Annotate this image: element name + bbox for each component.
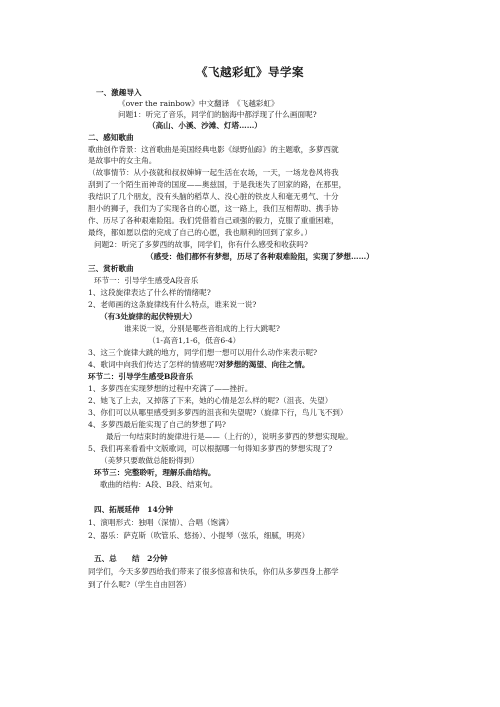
story-line-1: （故事情节：从小孩就和叔叔婶婶一起生活在农场，一天，一场龙卷风将我: [88, 168, 339, 177]
link-1-answer-2: （1-高音1,1-6，低音6-4）: [148, 336, 241, 345]
section-2-heading: 二、感知歌曲: [88, 133, 134, 142]
link-2-item-5: 5、我们再来看看中文版歌词，可以根据哪一句得知多萝西的梦想实现了?: [88, 444, 333, 453]
question-2: 问题2：听完了多萝西的故事，同学们，你有什么感受和收获吗?: [94, 240, 308, 249]
link-1-item-4-question: 4、歌词中向我们传达了怎样的情感呢?: [88, 360, 219, 369]
section-5-heading: 五、总 结 2分钟: [94, 554, 168, 563]
link-1-item-4: [88, 360, 310, 370]
link-2-item-1: 1、多萝西在实现梦想的过程中充满了——挫折。: [88, 384, 253, 393]
background-line-1: 歌曲创作背景：这首歌曲是美国经典电影《绿野仙踪》的主题歌，多萝西就: [88, 145, 339, 154]
question-2-answer: （感受：他们都怀有梦想，历尽了各种艰难险阻，实现了梦想……）: [146, 252, 374, 261]
story-line-4: 胆小的狮子，我们为了实现各自的心愿，这一路上，我们互相帮助、携手协: [88, 204, 339, 213]
link-2-heading: 环节二：引导学生感受B段音乐: [88, 372, 194, 381]
question-1: 问题1：听完了音乐，同学们的脑海中都浮现了什么画面呢?: [118, 110, 317, 119]
link-1-item-4-answer: 对梦想的渴望、向往之情。: [218, 360, 310, 369]
story-line-3: 我结识了几个朋友，没有头脑的稻草人、没心脏的铁皮人和毫无勇气、十分: [88, 192, 339, 201]
question-1-answer: （高山、小溪、沙滩、灯塔……）: [148, 121, 262, 130]
page-title: 《飞越彩虹》导学案: [196, 65, 304, 79]
link-1-item-2: 2、老师画的这条旋律线有什么特点，谁来说一说?: [88, 300, 257, 309]
section-4-heading: 四、拓展延伸 14分钟: [94, 505, 173, 514]
story-line-6: 最终，都如愿以偿的完成了自己的心愿，我也顺利的回到了家乡。）: [88, 228, 313, 237]
link-1-item-1: 1、这段旋律表达了什么样的情绪呢?: [88, 288, 211, 297]
link-3-heading: 环节三：完整聆听，理解乐曲结构。: [94, 468, 216, 477]
link-1-text: 环节一：引导学生感受A段音乐: [94, 276, 199, 285]
background-line-2: 是故事中的女主角。: [88, 156, 157, 165]
song-title-line: 《over the rainbow》中文翻译 《飞越彩虹》: [118, 99, 279, 108]
section-3-heading: 三、赏析歌曲: [88, 264, 134, 273]
link-2-item-4: 4、多萝西最后能实现了自己的梦想了吗?: [88, 420, 226, 429]
story-line-2: 刮到了一个陌生而神奇的国度——奥兹国，于是我迷失了回家的路，在那里，: [88, 180, 347, 189]
link-2-item-2: 2、她飞了上去，又掉落了下来，她的心情是怎么样的呢?（沮丧、失望）: [88, 396, 333, 405]
extension-item-2: 2、器乐：萨克斯（吹管乐、悠扬）、小提琴（弦乐，细腻，明亮）: [88, 531, 310, 540]
summary-line-1: 同学们，今天多萝西给我们带来了很多惊喜和快乐，你们从多萝西身上都学: [88, 567, 339, 576]
link-1-item-3: 3、这三个旋律大跳的地方，同学们想一想可以用什么动作来表示呢?: [88, 348, 318, 357]
story-line-5: 作、历尽了各种艰难险阻。我们凭借着自己顽强的毅力，克服了重重困难，: [88, 216, 339, 225]
link-2-item-4-explain: 最后一句结束时的旋律进行是——（上行的），说明多萝西的梦想实现啦。: [106, 432, 353, 441]
link-1-subquestion: 谁来说一说，分别是哪些音组成的上行大跳呢?: [124, 324, 280, 333]
link-1-answer-1: （有3处旋律的起伏特别大）: [100, 312, 197, 321]
section-1-heading: 一、激趣导入: [96, 88, 142, 97]
link-2-item-3: 3、你们可以从哪里感受到多萝西的沮丧和失望呢?（旋律下行，鸟儿飞不到）: [88, 408, 348, 417]
link-2-item-5-answer: （美梦只要敢做总能盼得到）: [100, 456, 199, 465]
song-structure: 歌曲的结构：A段、B段、结束句。: [100, 480, 218, 489]
extension-item-1: 1、演唱形式：独唱（深情）、合唱（饱满）: [88, 518, 234, 527]
link-1-heading: [94, 276, 198, 286]
summary-line-2: 到了什么呢?（学生自由回答）: [88, 580, 191, 589]
